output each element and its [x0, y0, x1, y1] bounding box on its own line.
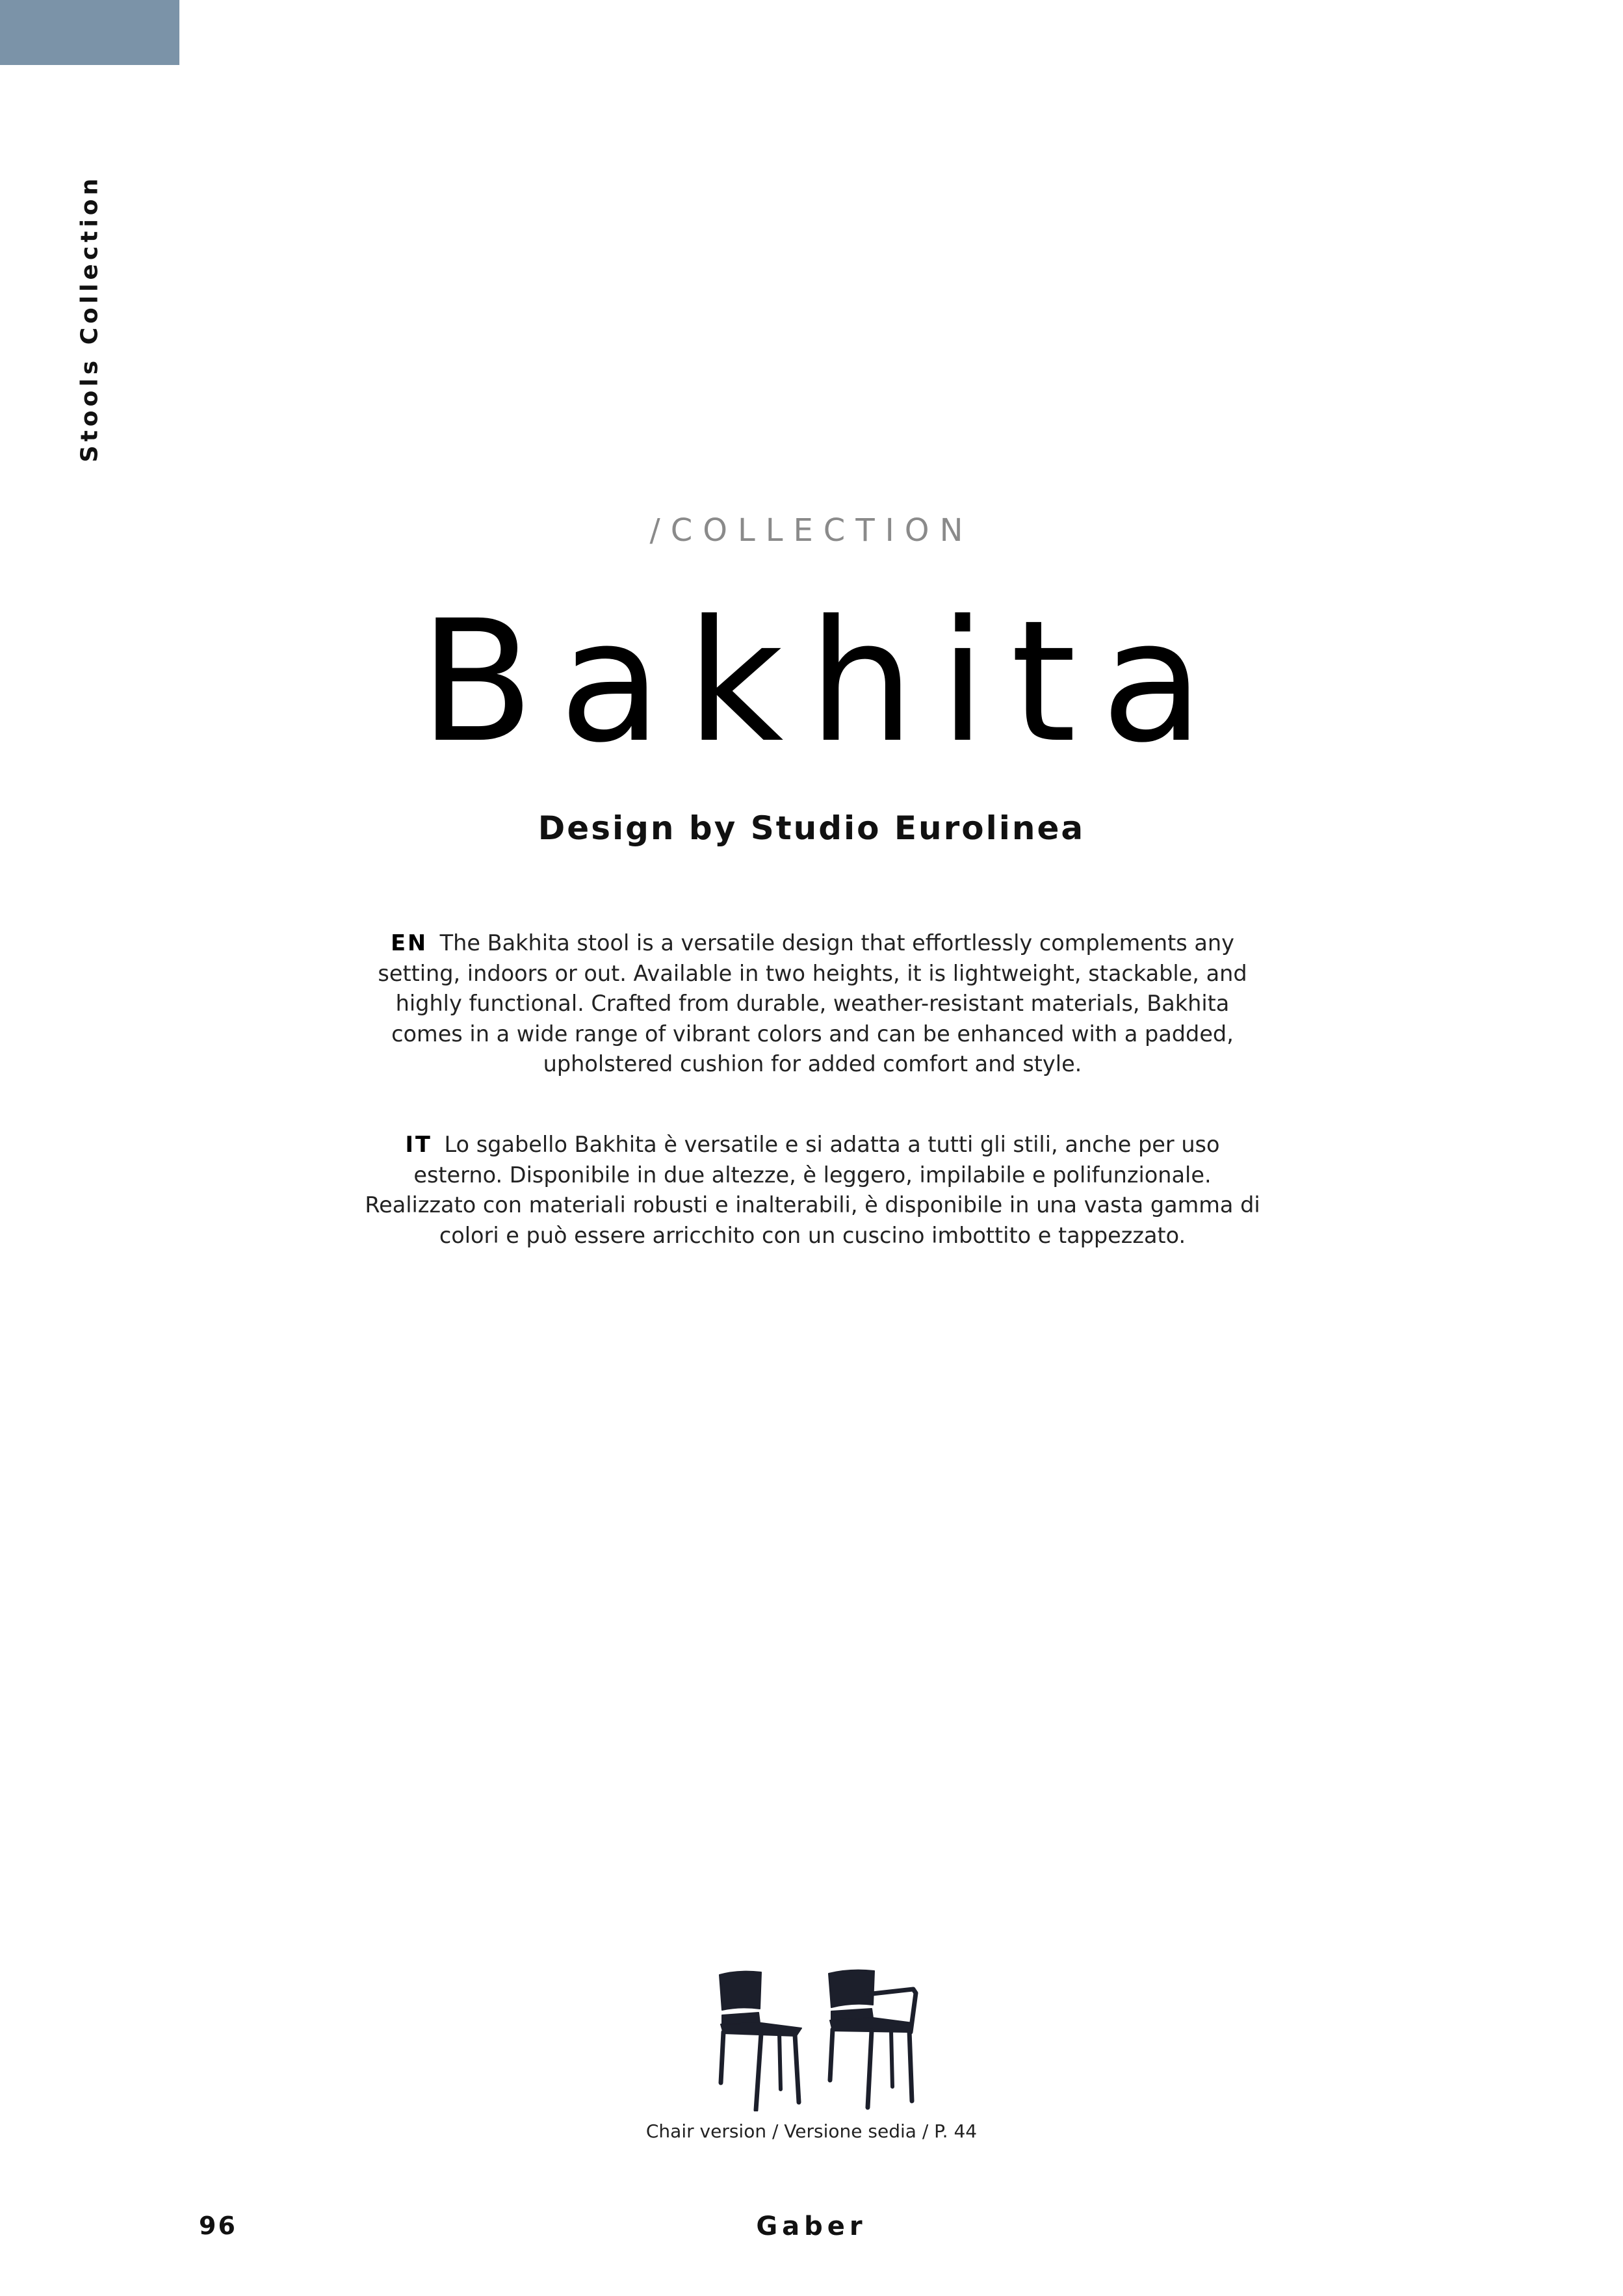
lang-code-en: EN [391, 930, 428, 956]
page-number: 96 [199, 2211, 237, 2240]
lang-code-it: IT [405, 1132, 432, 1157]
designer-subtitle: Design by Studio Eurolinea [538, 809, 1085, 847]
page-title: Bakhita [419, 584, 1228, 779]
chair-version-link[interactable] [718, 1968, 926, 2111]
description-en [364, 928, 1261, 1080]
description-en-text: The Bakhita stool is a versatile design that effortlessly complements any setting, indoors or out. Available in two heights, it is lightweight, stackable, and highly functional. Crafted from durable, weather-resistant materials, Bakhita comes in a wide range of vibrant colors and can be enhanced with a padded, upholstered cushion for added comfort and style. [378, 930, 1247, 1076]
brand-name: Gaber [756, 2211, 867, 2241]
chair-version-caption[interactable]: Chair version / Versione sedia / P. 44 [645, 2120, 978, 2142]
chair-icon [720, 1972, 801, 2110]
armchair-icon [829, 1970, 916, 2107]
section-side-label: Stools Collection [76, 174, 103, 463]
description-it-text: Lo sgabello Bakhita è versatile e si adatta a tutti gli stili, anche per uso esterno. Disponibile in due altezze, è leggero, impilabile e polifunzionale. Realizzato con materiali robusti e inalterabili, è disponibile in una vasta gamma di colori e può essere arricchito con un cuscino imbottito e tappezzato. [365, 1132, 1260, 1248]
description-it [364, 1130, 1261, 1251]
collection-kicker: /COLLECTION [649, 512, 974, 549]
corner-accent-block [0, 0, 179, 65]
